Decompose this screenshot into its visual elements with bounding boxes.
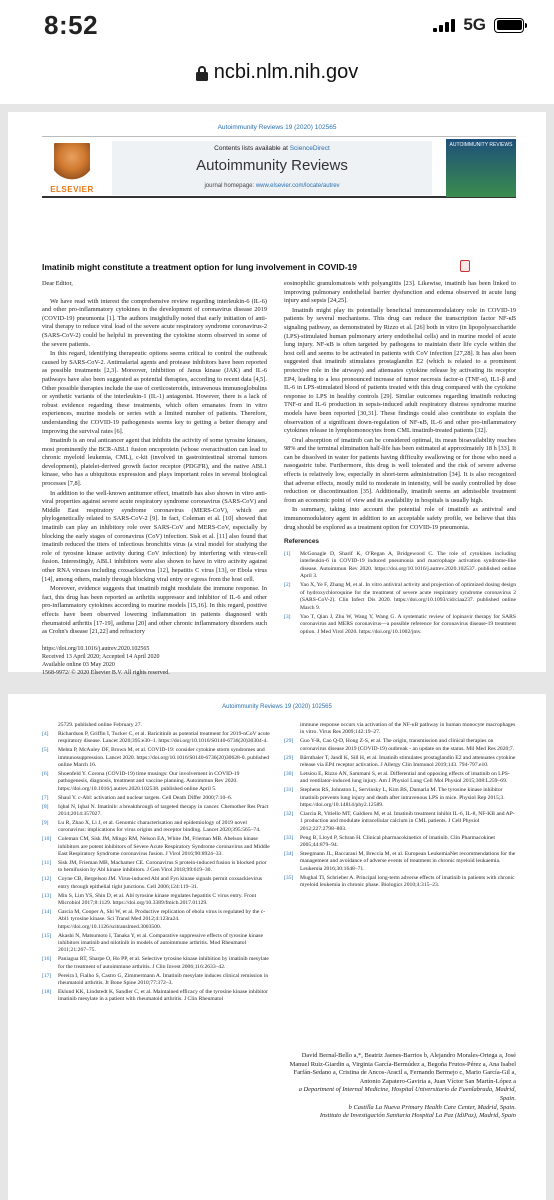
address-bar[interactable] <box>0 52 554 92</box>
reference-number[interactable]: [8] <box>42 803 49 810</box>
paragraph: Imatinib is an oral anticancer agent that inhibits the activity of some tyrosine kinases, most prominently the BCR-ABL1 fusion oncoprotein (whose overactivation can lead to chronic myeloid leukemia, CML), c-kit (involved in gastrointestinal stromal tumors development), platelet-derived growth factor receptor (PDGFR), and the native ABL1 kinase, who has a ubiquitous expression and plays important roles in several biological processes [7,8]. <box>42 437 267 488</box>
reference-number[interactable]: [4] <box>42 730 49 737</box>
column-left <box>42 280 267 677</box>
reference-item <box>42 722 270 729</box>
elsevier-logo <box>42 139 102 197</box>
reference-text: Shaul Y. c-Abl: activation and nuclear targets. Cell Death Differ 2000;7:10–6. <box>58 794 233 801</box>
reference-number[interactable]: [34] <box>284 851 294 857</box>
pdf-page-2 <box>8 694 546 1200</box>
reference-text: García M, Cooper A, Shi W, et al. Productive replication of ebola virus is regulated by the c-Abl1 tyrosine kinase. Sci Transl Med 2012;4:123ra24. https://doi.org/10.1126/scitranslmed.3003500. <box>58 908 266 930</box>
reference-text: 25729. published online February 27. <box>58 722 142 728</box>
paragraph: Moreover, evidence suggests that imatinib might modulate the immune response. In fact, this drug has been reported as arthritis suppressor and inhibitor of IL-6 and other pro-inflammatory cytokines according to murine models [15,16]. In this regard, positive effects have been observed lowering inflammation in patients diagnosed with rheumatoid arthritis [17-19], asthma [20] and other chronic inflammatory disorders such as Crohn's disease [21,22] and refractory <box>42 585 267 636</box>
affiliation: b Castilla La Nueva Primary Health Care Center, Madrid, Spain. <box>348 1103 516 1111</box>
reference-text: Stephens RS, Johnston L, Servinsky L, Kim BS, Damarla M. The tyrosine kinase inhibitor imatinib prevents lung injury and death after intravenous LPS in mice. Physiol Rep 2015;3. https://doi.org/10.14814/phy2.12589. <box>300 787 505 809</box>
reference-text: Yao T, Qian J, Zhu W, Wang Y, Wang G. A systematic review of lopinavir therapy for SARS coronavirus and MERS coronavirus—a possible reference for coronavirus disease-19 treatment option. J Med Virol 2020. https://doi.org/10.1002/jmv. <box>300 614 516 635</box>
homepage-prefix: journal homepage: <box>204 183 255 189</box>
received-date: Received 13 April 2020; Accepted 14 April 2020 <box>42 653 160 660</box>
journal-name: Autoimmunity Reviews <box>196 157 348 174</box>
reference-number[interactable]: [17] <box>42 972 52 979</box>
available-date: Available online 03 May 2020 <box>42 661 115 668</box>
reference-item <box>42 771 270 793</box>
affiliation: a Department of Internal Medicine, Hospital Universitario de Fuenlabrada, Madrid, Spain. <box>298 1086 516 1102</box>
references-right <box>284 722 516 891</box>
publisher-name: ELSEVIER <box>50 185 94 194</box>
reference-text: Pereira I, Fialho S, Castro G, Zimmermann A. Imatinib mesylate induces clinical remission in rheumatoid arthritis. Jt Bone Spine 2010;77:372–3. <box>58 972 269 986</box>
clock: 8:52 <box>44 9 99 40</box>
reference-text: Coleman CM, Sisk JM, Mingo RM, Nelson EA, White JM, Frieman MB. Abelson kinase inhibitors are potent inhibitors of Severe Acute Respiratory Syndrome coronavirus and Middle East Respiratory Syndrome coronavirus fusion. J Virol 2016;90:8924–33. <box>58 836 270 857</box>
reference-text: Eklund KK, Lindstedt K, Sandler C, et al. Maintained efficacy of the tyrosine kinase inhibitor imatinib mesylate in a patient with rheumatoid arthritis. J Clin Rheumatol <box>58 988 268 1003</box>
reference-number[interactable]: [15] <box>42 932 52 939</box>
homepage-line <box>112 183 432 189</box>
reference-number[interactable]: [13] <box>42 892 52 899</box>
reference-text: Steegmann JL, Baccarani M, Breccia M, et al. European LeukemiaNet recommendations for the management and avoidance of adverse events of treatment in chronic myeloid leukaemia. Leukemia 2016;30:1648–71. <box>300 851 516 872</box>
affiliation: Instituto de Investigación Sanitaria Hospital La Paz (IdiPaz), Madrid, Spain <box>319 1112 516 1120</box>
battery-icon <box>494 18 524 33</box>
status-icons <box>433 15 524 35</box>
contents-line <box>112 145 432 152</box>
reference-number[interactable]: [18] <box>42 988 52 995</box>
reference-number[interactable]: [31] <box>284 787 294 794</box>
reference-text: Yao X, Ye F, Zhang M, et al. In vitro antiviral activity and projection of optimized dosing design of hydroxychloroquine for the treatment of severe acute respiratory syndrome coronavirus 2 (SARS-CoV-2). Clin Infect Dis 2020. https://doi.org/10.1093/cid/ciaa237. published online March 9. <box>300 582 516 611</box>
reference-text: Iqbal N, Iqbal N. Imatinib: a breakthrough of targeted therapy in cancer. Chemother Res Pract 2014;2014:357027. <box>58 803 269 817</box>
reference-item <box>284 738 516 753</box>
reference-text: Richardson P, Griffin I, Tucker C, et al. Baricitinib as potential treatment for 2019-nCoV acute respiratory disease. Lancet 2020;395:e30–1. https://doi.org/10.1016/S0140-6736(20)30304-4. <box>58 730 270 745</box>
paragraph: Oral absorption of imatinib can be considered optimal, its mean bioavailability reaches 98% and the terminal elimination half-life has been estimated at approximately 18 h [33]. It can be dissolved in water for patients having difficulty swallowing or for those who need a nasogastric tube. Furthermore, this drug is well tolerated and the risk of severe adverse effects is relatively low, especially in short-term administration [34]. It is also recognized that adverse effects, mostly mild to moderate in intensity, will be easily controlled by dose reduction or discontinuation [35]. Additionally, imatinib seems an admissible treatment from an economic point of view and its availability in hospitals is usually high. <box>284 436 516 504</box>
reference-number[interactable]: [29] <box>284 738 294 745</box>
reference-text: Paniagua RT, Sharpe O, Ho PP, et al. Selective tyrosine kinase inhibition by imatinib mesylate for the treatment of autoimmune arthritis. J Clin Invest 2006;116:2633–42. <box>58 956 269 970</box>
reference-item <box>42 820 270 835</box>
reference-item <box>42 731 270 746</box>
reference-item <box>42 795 270 802</box>
reference-text: Letsiou E, Rizzo AN, Sammani S, et al. Differential and opposing effects of imatinib on LPS- and ventilator-induced lung injury. Am J Physiol Lung Cell Mol Physiol 2015;308:L259–69. <box>300 770 510 785</box>
reference-item <box>42 876 270 891</box>
journal-title-box <box>112 141 432 195</box>
copyright: 1568-9972/ © 2020 Elsevier B.V. All rights reserved. <box>42 669 170 676</box>
pdf-page-1 <box>8 112 546 676</box>
reference-number[interactable]: [6] <box>42 770 49 777</box>
network-type: 5G <box>463 15 486 34</box>
reference-number[interactable] <box>42 722 54 729</box>
reference-text: Min S, Lim YS, Shin D, et al. Abl tyrosine kinase regulates hepatitis C virus entry. Front Microbiol 2017;8:1129. https://doi.org/10.3389/fmicb.2017.01129. <box>58 892 257 906</box>
column-right <box>284 280 516 638</box>
reference-item <box>42 860 270 875</box>
article-title: Imatinib might constitute a treatment option for lung involvement in COVID-19 <box>42 262 357 272</box>
reference-item <box>284 851 516 873</box>
reference-number[interactable]: [10] <box>42 836 52 843</box>
reference-number[interactable]: [12] <box>42 876 52 883</box>
reference-item <box>42 909 270 931</box>
journal-citation[interactable]: Autoimmunity Reviews 19 (2020) 102565 <box>217 124 337 131</box>
reference-number[interactable]: [3] <box>284 614 291 621</box>
reference-item <box>284 722 516 737</box>
reference-number[interactable]: [1] <box>284 550 291 557</box>
salutation: Dear Editor, <box>42 280 73 287</box>
status-bar <box>0 0 554 50</box>
reference-number[interactable]: [32] <box>284 810 294 817</box>
reference-text: Bärnthaler T, Jandl K, Sill H, et al. Imatinib stimulates prostaglandin E2 and attenuates cytokine release via EP4 receptor activation. J Allergy Clin Immunol 2019;143. 794-797.e10. <box>300 754 516 769</box>
reference-number[interactable]: [16] <box>42 956 52 963</box>
journal-cover-image <box>446 139 516 197</box>
reference-number[interactable]: [14] <box>42 908 52 915</box>
reference-text: Ciarcia R, Vitiello MT, Galdiero M, et al. Imatinib treatment inhibit IL-6, IL-8, NF-KB and AP-1 production and modulate intracellular calcium in CML patients. J Cell Physiol 2012;227:2798–803. <box>300 810 515 832</box>
reference-number[interactable]: [2] <box>284 582 291 589</box>
references-heading: References <box>284 538 320 546</box>
reference-item <box>284 835 516 850</box>
paragraph: In addition to the well-known antitumor effect, imatinib has also shown in vitro anti-viral properties against severe acute respiratory syndrome coronavirus (SARS-CoV) and Middle East respiratory syndrome coronavirus (MERS-CoV), which are phylogenetically related to SARS-CoV-2 [9]. In fact, Coleman et al. [10] showed that imatinib can play an inhibitory role over SARS-CoV and MERS-CoV, especially by blocking the early stages of coronavirus (CoV) infection. Sisk et al. [11] also found that imatinib reduced the titers of infectious bronchitis virus (a viral model for studying the role of tyrosine kinase activity during CoV infection) by interfering with virus-cell fusion. Interestingly, ABL1 inhibitors were also shown to have in vitro activity against other RNA viruses including coxsackievirus [12], hepatitis C virus [13], or Ebola virus [14], among others, mainly through blocking viral entry or egress from the host cell. <box>42 489 267 583</box>
reference-text: Coyne CB, Bergelson JM. Virus-induced Abl and Fyn kinase signals permit coxsackievirus entry through epithelial tight junctions. Cell 2006;124:119–31. <box>58 876 263 890</box>
references-left <box>42 722 270 1005</box>
reference-number[interactable]: [30] <box>284 770 294 777</box>
reference-number[interactable]: [11] <box>42 859 52 866</box>
reference-text: immune response occurs via activation of the NF-κB pathway in human monocyte macrophages in vitro. Virus Res 2009;142:19–27. <box>300 722 516 736</box>
reference-number[interactable]: [9] <box>42 819 49 826</box>
reference-number[interactable]: [29] <box>284 754 294 761</box>
reference-text: Mehta P, McAuley DF, Brown M, et al. COVID-19: consider cytokine storm syndromes and immunosuppression. Lancet 2020. https://doi.org/10.1016/S0140-6736(20)30628-0. published online March 16. <box>58 747 270 769</box>
doi-link[interactable]: https://doi.org/10.1016/j.autrev.2020.102565 <box>42 645 150 652</box>
paragraph: We have read with interest the comprehensive review regarding interleukin-6 (IL-6) and other pro-inflammatory cytokines in the development of coronavirus disease 2019 (COVID-19) pneumonia [1]. The authors insightfully noted that early initiation of anti-viral therapy to reduce viral load of the severe acute respiratory syndrome coronavirus-2 (SARS-CoV-2) could be helpful in preventing the cytokine storm observed in some of the severe patients. <box>42 297 267 348</box>
reference-item <box>284 614 516 636</box>
reference-item <box>42 804 270 819</box>
reference-item <box>284 582 516 612</box>
journal-citation[interactable]: Autoimmunity Reviews 19 (2020) 102565 <box>222 704 332 710</box>
reference-number[interactable] <box>284 722 296 737</box>
reference-text: Mughal TI, Schrieber A. Principal long-term adverse effects of imatinib in patients with chronic myeloid leukemia in chronic phase. Biologics 2010;4:315–23. <box>300 874 515 889</box>
lock-icon <box>196 66 208 81</box>
tree-icon <box>54 143 90 183</box>
reference-text: Sisk JM, Frieman MB, Machamer CE. Coronavirus S protein-induced fusion is blocked prior to hemifusion by Abl kinase inhibitors. J Gen Virol 2018;99:619–30. <box>58 859 267 874</box>
reference-item <box>42 956 270 971</box>
reference-item <box>42 989 270 1004</box>
paragraph: In this regard, identifying therapeutic options seems critical to control the outbreak caused by SARS-CoV-2. Antimalarial agents and protease inhibitors have been reported as possible treatments [2,3]. Moreover, inhibition of Janus kinase (JAK) and IL-6 pathways have also been suggested as potential therapies, according to recent data [4,5]. Other possible therapies include the use of corticosteroids, intravenous immunoglobulins or synthetic variants of the interleukin-1 (IL-1) antagonist. However, there is a lack of robust evidence regarding these treatments, which often emanates from in vitro experiences, murine models or series with a limited number of patients. Therefore, understanding the COVID-19 pathogenesis seems key to getting a better therapy and improving the survival rates [6]. <box>42 350 267 435</box>
paragraph: Imatinib might play its potentially beneficial immunomodulatory role in COVID-19 patients by several mechanisms. This drug can reduce the transcription factor NF-κB signaling pathway, as demonstrated by Rizzo et al. [26] both in vitro (in lipopolysaccharide (LPS)-stimulated human pulmonary artery endothelial cells) and in murine model of acute lung injury. NF-κB is often targeted by pathogens to maintain their life cycle within the host cell and seems to be activated in patients with CoV infection [27,28]. It has also been suggested that imatinib stimulates prostaglandin E2 (which is related to a prominent protective role in the airways) and attenuates cytokine release by activating its receptor EP4, leading to a less pronounced increase of tumor necrosis factor-α (TNF-α), IL1-β and IL-6 in LPS-stimulated blood of patients treated with this drug compared with the cytokine response to LPS in healthy controls [29]. Similar outcomes regarding imatinib reducing TNF-α and IL-6 production in sepsis-induced adult respiratory distress syndrome murine models have been reported [30,31]. These findings could also contribute to explain the observation of a significant down-regulation of NF-κB, IL-6 and other pro-inflammatory cytokines release in lymphomonocytes from CML imatinib-treated patients [32]. <box>284 306 516 435</box>
reference-item <box>284 875 516 890</box>
homepage-link[interactable]: www.elsevier.com/locate/autrev <box>255 183 340 189</box>
reference-item <box>284 771 516 786</box>
author-list: David Bernal-Bello a,*, Beatriz Jaenes-Barrios b, Alejandro Morales-Ortega a, José Manuel Ruiz-Giardin a, Virginia García-Bermúdez a, Begoña Frutos-Pérez a, Ana Isabel Farfán-Sedano a, Cristina de Ancos-Aracil a, Fernando Bermejo c, Mario García-Gil a, Antonio Zapatero-Gaviria a, Juan Víctor San Martín-López a <box>289 1052 516 1085</box>
reference-item <box>284 787 516 809</box>
reference-number[interactable]: [33] <box>284 834 294 841</box>
reference-item <box>42 973 270 988</box>
reference-text: Peng B, Lloyd P, Schran H. Clinical pharmacokinetics of imatinib. Clin Pharmacokinet 2005;44:879–94. <box>300 834 495 849</box>
reference-text: Lu R, Zhao X, Li J, et al. Genomic characterisation and epidemiology of 2019 novel coronavirus: implications for virus origins and receptor binding. Lancet 2020;395:565–74. <box>58 819 261 834</box>
pdf-viewer[interactable] <box>0 104 554 1200</box>
reference-item <box>42 747 270 769</box>
reference-number[interactable]: [7] <box>42 794 49 801</box>
reference-text: McGonagle D, Sharif K, O'Regan A, Bridgewood C. The role of cytokines including interleukin-6 in COVID-19 induced pneumonia and macrophage activation syndrome-like disease. Autoimmun Rev 2020. https://doi.org/10.1016/j.autrev.2020.102537. published online April 3. <box>300 550 516 580</box>
signal-icon <box>433 18 455 32</box>
reference-number[interactable]: [35] <box>284 874 294 881</box>
reference-item <box>284 551 516 581</box>
reference-item <box>42 933 270 955</box>
contents-prefix: Contents lists available at <box>214 145 288 152</box>
reference-item <box>42 893 270 908</box>
cover-title: AUTOIMMUNITY REVIEWS <box>449 142 513 148</box>
reference-text: Akashi N, Matsumoto I, Tanaka Y, et al. Comparative suppressive effects of tyrosine kinase inhibitors imatinib and nilotinib in models of autoimmune arthritis. Mod Rheumatol 2011;21:267–75. <box>58 932 263 954</box>
reference-item <box>284 811 516 833</box>
url-text[interactable]: ncbi.nlm.nih.gov <box>213 60 359 83</box>
paragraph: In summary, taking into account the potential role of imatinib as antiviral and immunomodulatory agent in addition to an acceptable safety profile, we believe that this drug should be explored as a treatment option for COVID-19 pneumonia. <box>284 506 516 531</box>
reference-number[interactable]: [5] <box>42 747 49 754</box>
reference-item <box>42 836 270 858</box>
journal-header <box>42 136 516 198</box>
reference-text: Guo Y-R, Cao Q-D, Hong Z-S, et al. The origin, transmission and clinical therapies on coronavirus disease 2019 (COVID-19) outbreak - an update on the status. Mil Med Res 2020;7. <box>300 738 515 752</box>
reference-text: Shoenfeld Y. Corona (COVID-19) time musings: Our involvement in COVID-19 pathogenesis, diagnosis, treatment and vaccine planning. Autoimmun Rev 2020. https://doi.org/10.1016/j.autrev.2020.102538. published online April 5. <box>58 770 240 792</box>
reference-item <box>284 755 516 770</box>
author-block <box>284 1052 516 1121</box>
check-for-updates-icon[interactable] <box>460 260 470 272</box>
sciencedirect-link[interactable]: ScienceDirect <box>289 145 330 152</box>
paragraph: eosinophilic granulomatosis with polyangiitis [23]. Likewise, imatinib has been linked to improving pulmonary endothelial barrier dysfunction and edema observed in acute lung injury and sepsis [24,25]. <box>284 280 516 305</box>
